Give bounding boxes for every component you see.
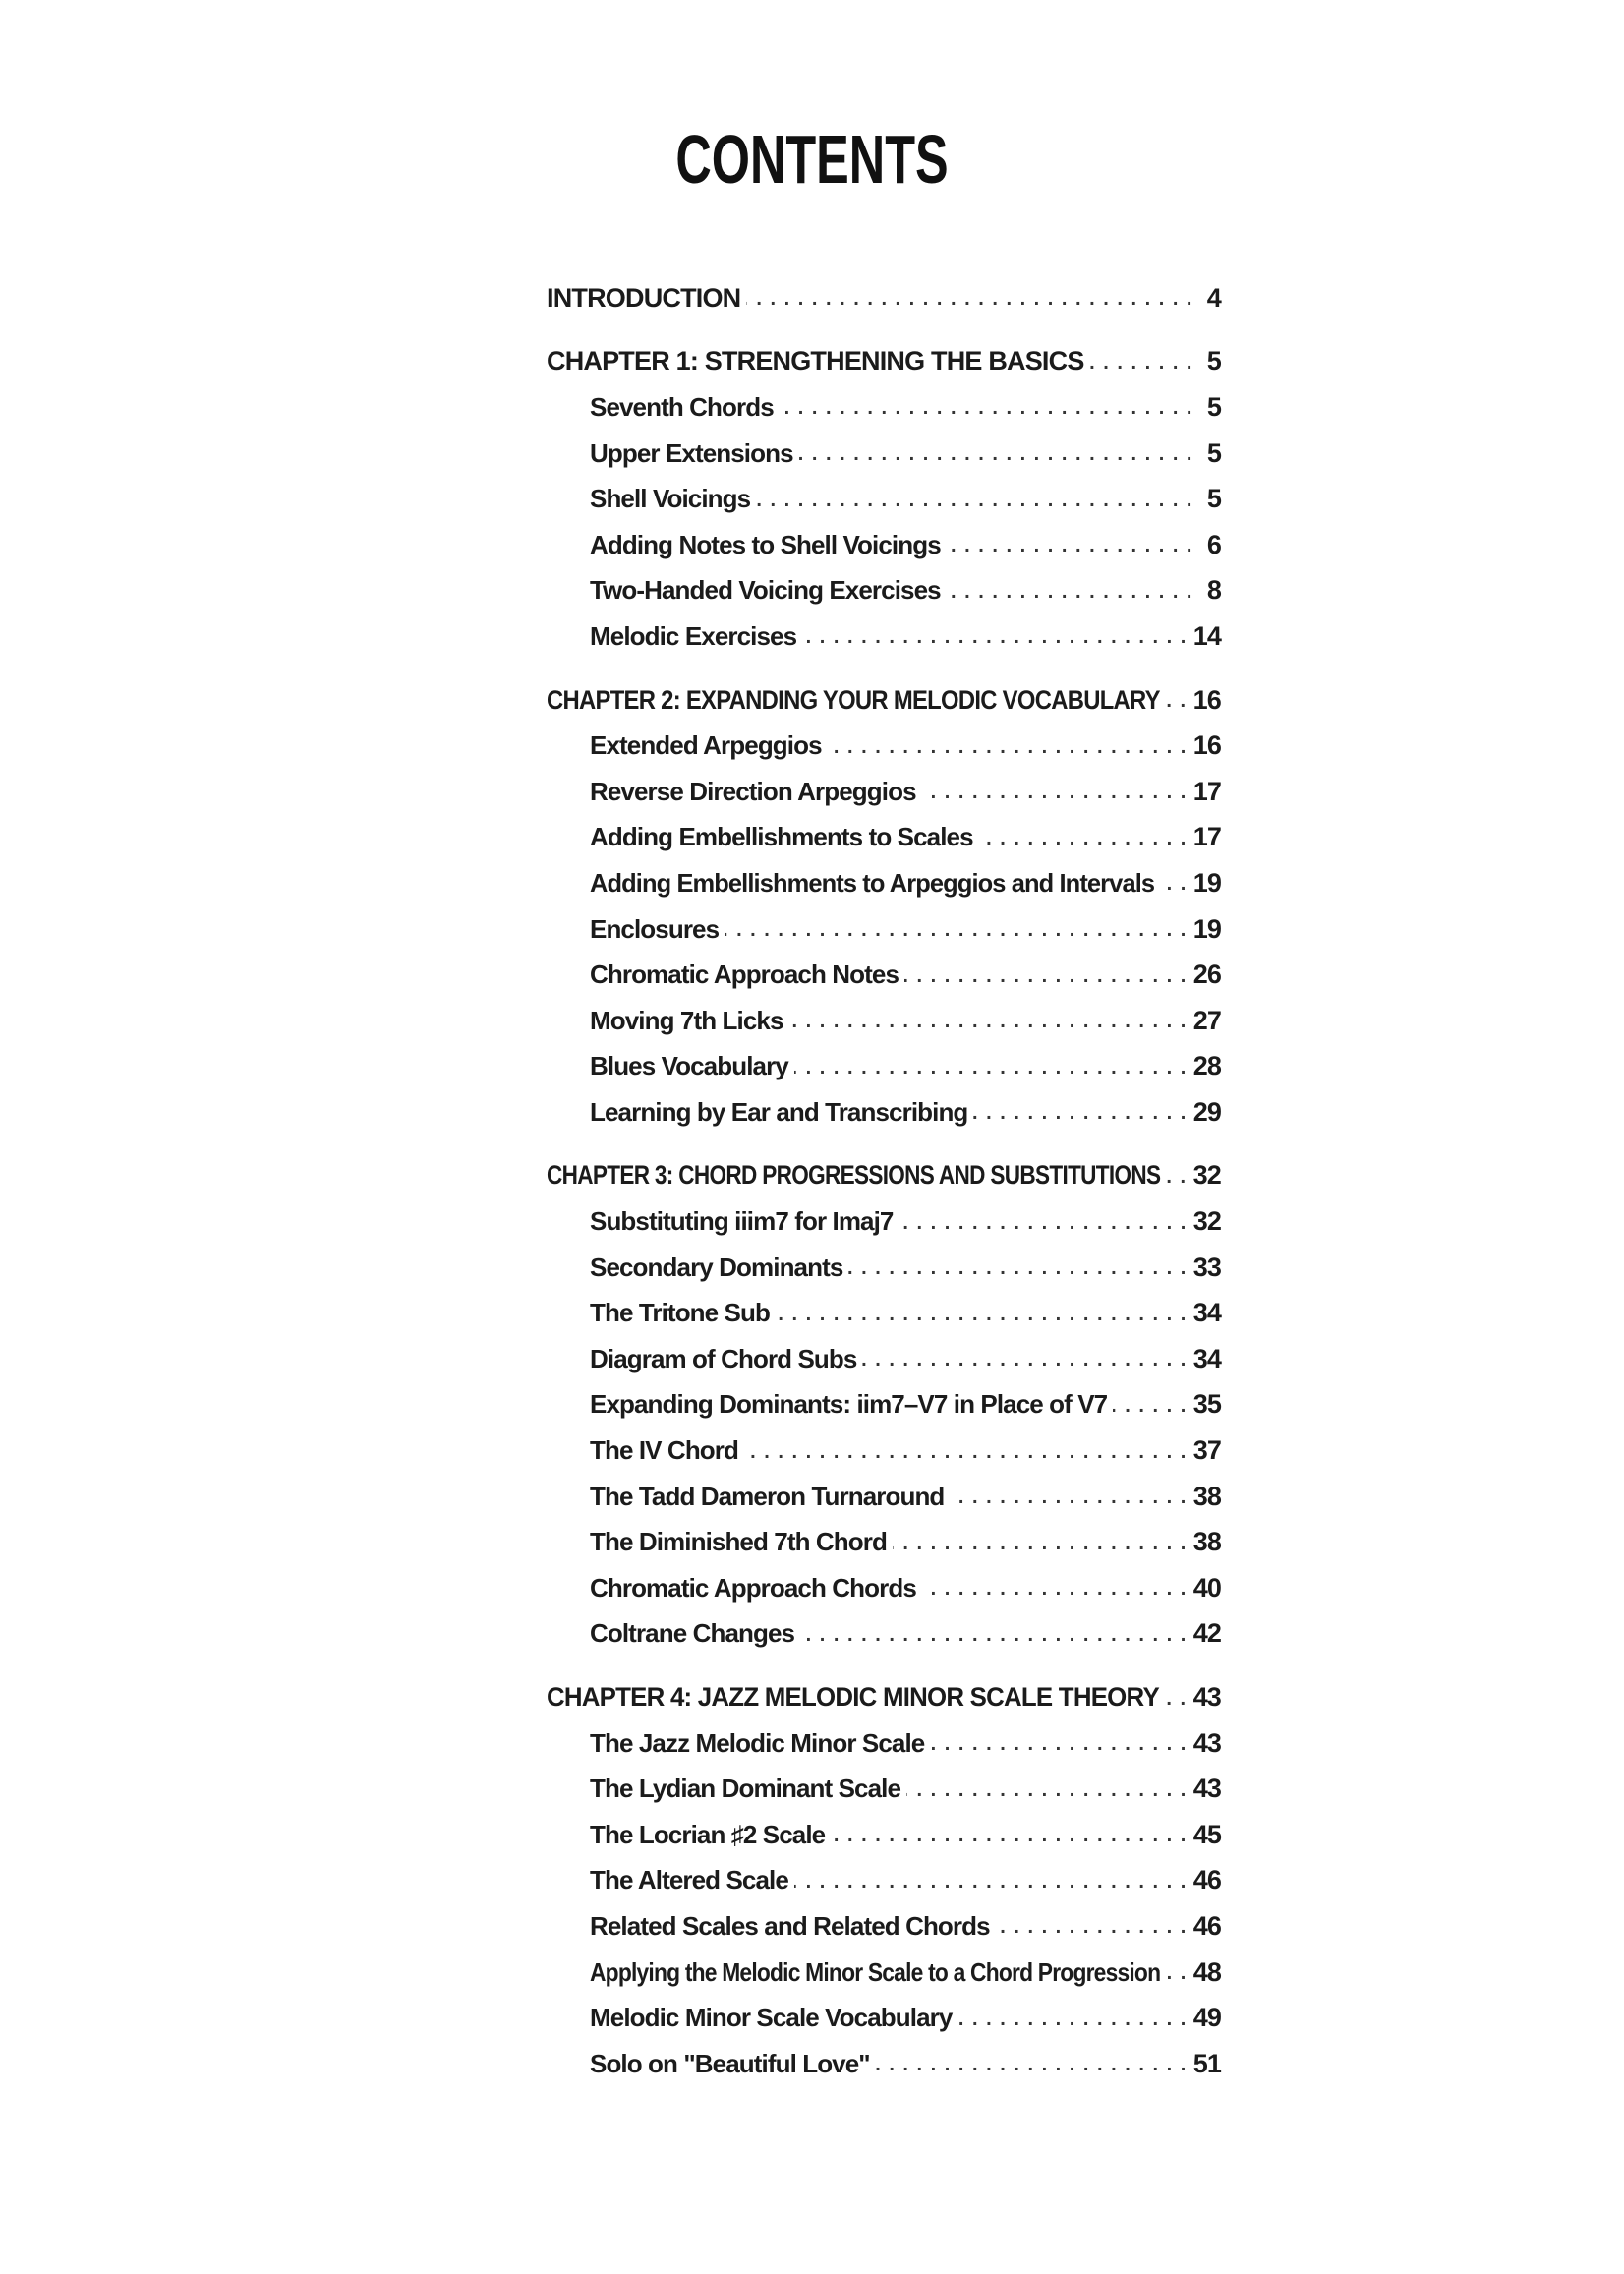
toc-section-label: Two-Handed Voicing Exercises	[590, 575, 941, 606]
toc-section[interactable]	[547, 1428, 1221, 1474]
dot-leader	[947, 576, 1193, 606]
toc-section-label: Seventh Chords	[590, 391, 774, 422]
toc-section[interactable]	[547, 815, 1221, 861]
toc-section[interactable]	[547, 1382, 1221, 1429]
toc-section-page: 42	[1192, 1618, 1221, 1649]
toc-section[interactable]	[547, 723, 1221, 769]
toc-section[interactable]	[547, 998, 1221, 1044]
dot-leader	[1165, 1683, 1188, 1713]
toc-chapter-3[interactable]	[547, 1153, 1221, 1199]
toc-section[interactable]	[547, 522, 1221, 568]
toc-section[interactable]	[547, 1089, 1221, 1136]
toc-section-label: Related Scales and Related Chords	[590, 1910, 990, 1941]
toc-section[interactable]	[547, 1519, 1221, 1565]
toc-section-page: 34	[1192, 1298, 1221, 1328]
toc-chapter-page: 32	[1192, 1160, 1221, 1191]
toc-section[interactable]	[547, 906, 1221, 953]
toc-section-page: 27	[1192, 1005, 1221, 1035]
toc-section-page: 14	[1192, 620, 1221, 651]
toc-section-label: Melodic Minor Scale Vocabulary	[590, 2003, 953, 2033]
toc-chapter-page: 43	[1192, 1682, 1221, 1713]
dot-leader	[725, 914, 1188, 944]
toc-section-page: 43	[1192, 1774, 1221, 1804]
toc-section[interactable]	[547, 476, 1221, 522]
toc-section-page: 35	[1192, 1389, 1221, 1420]
toc-section-page: 33	[1192, 1252, 1221, 1282]
toc-section-label: The Lydian Dominant Scale	[590, 1774, 901, 1804]
toc-section-label: Secondary Dominants	[590, 1252, 843, 1282]
toc-section[interactable]	[547, 384, 1221, 431]
toc-entry-page: 4	[1206, 282, 1221, 313]
toc-section-page: 8	[1206, 575, 1221, 606]
dot-leader	[876, 2049, 1188, 2078]
toc-section-label: Adding Embellishments to Scales	[590, 822, 973, 852]
dot-leader	[1166, 685, 1188, 715]
toc-section-label: Substituting iiim7 for Imaj7	[590, 1206, 894, 1237]
toc-chapter-1[interactable]	[547, 339, 1221, 385]
dot-leader	[799, 438, 1193, 468]
toc-chapter-label: CHAPTER 1: STRENGTHENING THE BASICS	[547, 346, 1084, 377]
toc-section-page: 17	[1192, 776, 1221, 806]
dot-leader	[831, 1820, 1188, 1849]
toc-section-label: Adding Embellishments to Arpeggios and Intervals	[590, 867, 1155, 898]
toc-section-label: Enclosures	[590, 913, 720, 944]
toc-section-label: Coltrane Changes	[590, 1618, 795, 1649]
toc-section[interactable]	[547, 613, 1221, 660]
toc-section-page: 5	[1206, 437, 1221, 468]
toc-section[interactable]	[547, 431, 1221, 477]
toc-section-page: 16	[1192, 730, 1221, 761]
toc-section-label: Solo on "Beautiful Love"	[590, 2048, 870, 2078]
dot-leader	[996, 1911, 1188, 1941]
toc-section-page: 17	[1192, 822, 1221, 852]
toc-section[interactable]	[547, 568, 1221, 614]
toc-section-label: Melodic Exercises	[590, 620, 797, 651]
dot-leader	[828, 731, 1188, 761]
toc-section-page: 5	[1206, 484, 1221, 514]
toc-section-page: 46	[1192, 1865, 1221, 1895]
dot-leader	[957, 2004, 1187, 2033]
table-of-contents	[547, 275, 1221, 2087]
toc-section[interactable]	[547, 1903, 1221, 1950]
dot-leader	[904, 961, 1188, 990]
toc-section-label: Extended Arpeggios	[590, 730, 822, 761]
dot-leader	[746, 283, 1193, 313]
dot-leader	[862, 1344, 1187, 1373]
toc-section-label: Reverse Direction Arpeggios	[590, 776, 916, 806]
page-title: CONTENTS	[675, 121, 949, 198]
dot-leader	[789, 1006, 1188, 1035]
dot-leader	[756, 485, 1193, 514]
toc-section-page: 19	[1192, 913, 1221, 944]
toc-section-label: The Altered Scale	[590, 1865, 788, 1895]
toc-section[interactable]	[547, 1720, 1221, 1767]
dot-leader	[800, 1619, 1188, 1649]
dot-leader	[780, 392, 1193, 422]
dot-leader	[979, 823, 1188, 852]
dot-leader	[794, 1052, 1188, 1081]
dot-leader	[922, 777, 1188, 806]
toc-section-label: The Diminished 7th Chord	[590, 1527, 887, 1557]
toc-section-label: Expanding Dominants: iim7–V7 in Place of V7	[590, 1389, 1108, 1420]
dot-leader	[848, 1253, 1187, 1282]
toc-chapter-2[interactable]	[547, 677, 1221, 724]
toc-section[interactable]	[547, 1950, 1221, 1996]
dot-leader	[950, 1482, 1187, 1511]
toc-section-page: 43	[1192, 1727, 1221, 1758]
toc-section[interactable]	[547, 1611, 1221, 1658]
toc-chapter-page: 16	[1192, 684, 1221, 715]
toc-section-page: 32	[1192, 1206, 1221, 1237]
toc-section-page: 5	[1206, 391, 1221, 422]
toc-section-label: Adding Notes to Shell Voicings	[590, 529, 941, 559]
toc-section[interactable]	[547, 1995, 1221, 2041]
toc-section-page: 38	[1192, 1527, 1221, 1557]
dot-leader	[973, 1097, 1187, 1127]
toc-section-label: Diagram of Chord Subs	[590, 1343, 857, 1373]
dot-leader	[1160, 868, 1188, 898]
toc-section-page: 29	[1192, 1096, 1221, 1127]
toc-section[interactable]	[547, 2041, 1221, 2087]
toc-section-page: 38	[1192, 1481, 1221, 1511]
toc-section-label: Applying the Melodic Minor Scale to a Chord Progression	[590, 1956, 1161, 1987]
toc-section-label: Blues Vocabulary	[590, 1051, 788, 1081]
toc-chapter-page: 5	[1206, 346, 1221, 377]
toc-section-page: 6	[1206, 529, 1221, 559]
toc-section-label: The Tritone Sub	[590, 1298, 770, 1328]
toc-entry-label: INTRODUCTION	[547, 282, 741, 313]
toc-section[interactable]	[547, 1044, 1221, 1090]
toc-chapter-label: CHAPTER 4: JAZZ MELODIC MINOR SCALE THEORY	[547, 1682, 1159, 1713]
toc-section-page: 45	[1192, 1819, 1221, 1849]
toc-section[interactable]	[547, 1245, 1221, 1291]
toc-section[interactable]	[547, 860, 1221, 906]
dot-leader	[776, 1299, 1188, 1328]
dot-leader	[899, 1207, 1188, 1237]
toc-section-label: Learning by Ear and Transcribing	[590, 1096, 968, 1127]
toc-section-label: Chromatic Approach Chords	[590, 1572, 916, 1603]
toc-chapter-label: CHAPTER 2: EXPANDING YOUR MELODIC VOCABULARY	[547, 684, 1160, 715]
dot-leader	[1166, 1161, 1187, 1191]
toc-section-page: 26	[1192, 960, 1221, 990]
toc-section[interactable]	[547, 952, 1221, 998]
toc-entry-introduction[interactable]	[547, 275, 1221, 321]
toc-section-label: The Jazz Melodic Minor Scale	[590, 1727, 925, 1758]
dot-leader	[744, 1436, 1188, 1466]
toc-section[interactable]	[547, 1766, 1221, 1812]
dot-leader	[794, 1866, 1188, 1895]
toc-section-page: 51	[1192, 2048, 1221, 2078]
toc-section[interactable]	[547, 1812, 1221, 1858]
dot-leader	[906, 1775, 1188, 1804]
toc-section[interactable]	[547, 1290, 1221, 1336]
toc-section-label: The Locrian ♯2 Scale	[590, 1819, 826, 1849]
toc-section-label: Shell Voicings	[590, 484, 751, 514]
toc-section-page: 28	[1192, 1051, 1221, 1081]
dot-leader	[1113, 1390, 1188, 1420]
toc-section-label: The IV Chord	[590, 1435, 738, 1466]
dot-leader	[922, 1573, 1188, 1603]
toc-section[interactable]	[547, 769, 1221, 815]
toc-section[interactable]	[547, 1474, 1221, 1520]
toc-section-page: 46	[1192, 1910, 1221, 1941]
toc-section-page: 49	[1192, 2003, 1221, 2033]
toc-chapter-4[interactable]	[547, 1674, 1221, 1720]
toc-section-label: Chromatic Approach Notes	[590, 960, 899, 990]
toc-section[interactable]	[547, 1565, 1221, 1611]
dot-leader	[802, 621, 1188, 651]
toc-section-label: Moving 7th Licks	[590, 1005, 783, 1035]
toc-chapter-label: CHAPTER 3: CHORD PROGRESSIONS AND SUBSTITUTIONS	[547, 1160, 1161, 1191]
toc-section-page: 37	[1192, 1435, 1221, 1466]
toc-section[interactable]	[547, 1198, 1221, 1245]
toc-section-page: 34	[1192, 1343, 1221, 1373]
dot-leader	[947, 530, 1193, 559]
dot-leader	[893, 1528, 1188, 1557]
toc-section-label: The Tadd Dameron Turnaround	[590, 1481, 945, 1511]
toc-section-page: 40	[1192, 1572, 1221, 1603]
toc-section-label: Upper Extensions	[590, 437, 793, 468]
dot-leader	[930, 1728, 1187, 1758]
toc-section[interactable]	[547, 1858, 1221, 1904]
toc-section-page: 19	[1192, 867, 1221, 898]
dot-leader	[1166, 1957, 1188, 1987]
dot-leader	[1090, 347, 1193, 377]
toc-section[interactable]	[547, 1336, 1221, 1382]
toc-section-page: 48	[1192, 1956, 1221, 1987]
